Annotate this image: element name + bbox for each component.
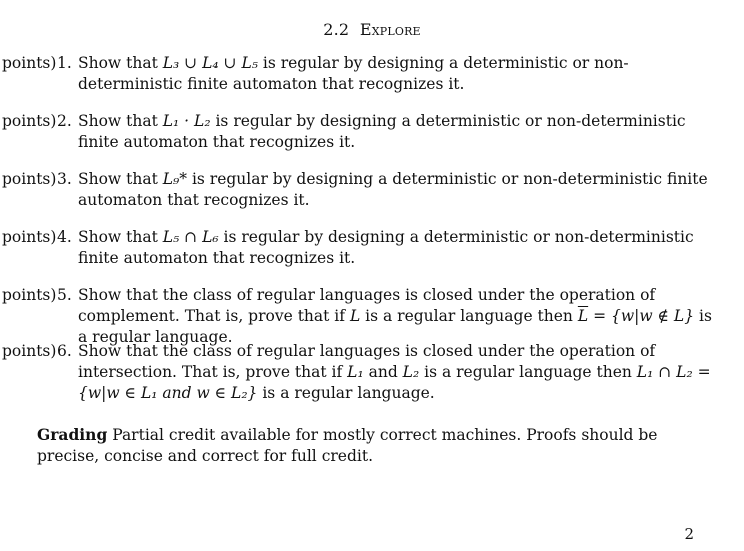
section-title: Explore: [359, 20, 421, 39]
problem-text: Show that the class of regular languages is closed under the operation of intersection. That is, prove that if L₁ and L₂ is a regular language then L₁ ∩ L₂ = {w|w ∈ L₁ and w ∈ L₂} is a regular language.: [78, 342, 711, 402]
problem-item: [0, 111, 720, 153]
problem-number: 3.: [57, 170, 72, 188]
points-label: points): [2, 54, 57, 72]
problem-number: 4.: [57, 228, 72, 246]
problem-item: [0, 227, 720, 269]
points-label: points): [2, 342, 57, 360]
problem-item: [0, 169, 720, 211]
problem-number: 6.: [57, 342, 72, 360]
points-label: points): [2, 170, 57, 188]
math-expression: L₁: [347, 363, 364, 381]
problem-item: [0, 285, 720, 348]
problem-number: 1.: [57, 54, 72, 72]
problem-item: [0, 341, 720, 404]
problem-text: Show that L₁ · L₂ is regular by designing a deterministic or non-deterministic finite automaton that recognizes it.: [78, 112, 686, 151]
problem-text: Show that L₃ ∪ L₄ ∪ L₅ is regular by designing a deterministic or non-deterministic finite automaton that recognizes it.: [78, 54, 629, 93]
math-expression: L₂: [402, 363, 420, 381]
math-expression: L: [349, 307, 361, 325]
math-expression: L₁ ∩ L₂ = {w|w ∈ L₁ and w ∈ L₂}: [78, 363, 711, 402]
points-label: points): [2, 228, 57, 246]
problem-text: Show that L₅ ∩ L₆ is regular by designing a deterministic or non-deterministic finite automaton that recognizes it.: [78, 228, 694, 267]
grading-label: Grading: [37, 425, 108, 444]
math-expression: L₁ · L₂: [162, 112, 211, 130]
problem-text: Show that the class of regular languages is closed under the operation of complement. That is, prove that if L is a regular language then $\overline{L} = \{w|w$ ∉ L} is a regular language.: [78, 286, 712, 346]
math-expression: = {w|w ∉ L}: [588, 307, 695, 325]
problem-number: 2.: [57, 112, 72, 130]
math-expression: L₉*: [162, 170, 188, 188]
grading-text: Partial credit available for mostly correct machines. Proofs should be precise, concise and correct for full credit.: [37, 426, 658, 465]
math-expression: L₃ ∪ L₄ ∪ L₅: [162, 54, 258, 72]
points-label: points): [2, 286, 57, 304]
section-heading: [0, 20, 744, 39]
math-complement: $\overline{L}$: [577, 307, 589, 325]
math-expression: L₅ ∩ L₆: [162, 228, 219, 246]
problem-text: Show that L₉* is regular by designing a deterministic or non-deterministic finite automaton that recognizes it.: [78, 170, 708, 209]
section-number: 2.2: [323, 20, 350, 39]
points-label: points): [2, 112, 57, 130]
problem-item: [0, 53, 720, 95]
problem-number: 5.: [57, 286, 72, 304]
grading-note: [37, 424, 717, 467]
page-number: 2: [684, 525, 694, 543]
